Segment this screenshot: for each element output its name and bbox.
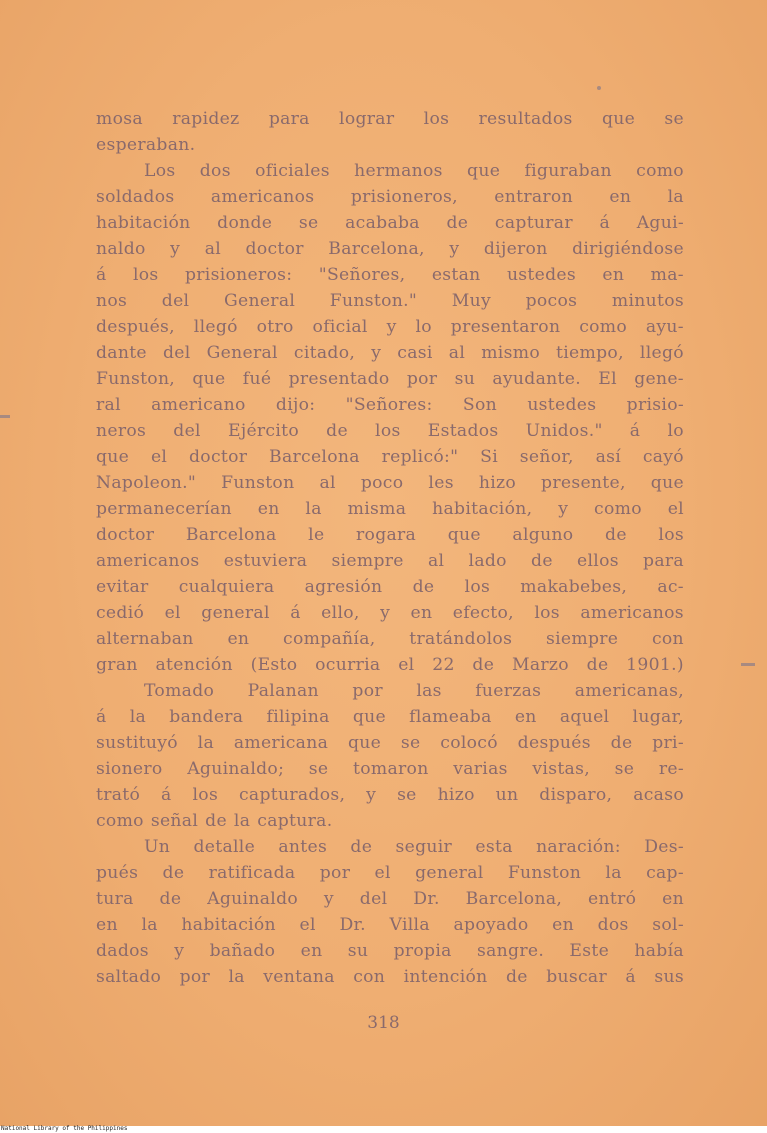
library-footer: National Library of the Philippines — [1, 1125, 128, 1132]
text-line: pués de ratificada por el general Funston la cap- — [96, 863, 684, 883]
text-line: mosa rapidez para lograr los resultados que se — [96, 109, 684, 129]
page-number: 318 — [367, 1013, 400, 1033]
text-line: Los dos oficiales hermanos que figuraban como — [144, 161, 684, 181]
text-line: americanos estuviera siempre al lado de ellos para — [96, 551, 684, 571]
text-line: saltado por la ventana con intención de buscar á sus — [96, 967, 684, 987]
text-line: soldados americanos prisioneros, entraron en la — [96, 187, 684, 207]
text-line: naldo y al doctor Barcelona, y dijeron dirigiéndose — [96, 239, 684, 259]
edge-mark-left — [0, 415, 10, 418]
text-line: doctor Barcelona le rogara que alguno de los — [96, 525, 684, 545]
text-line: en la habitación el Dr. Villa apoyado en dos sol- — [96, 915, 684, 935]
text-line: permanecerían en la misma habitación, y como el — [96, 499, 684, 519]
text-line: tura de Aguinaldo y del Dr. Barcelona, entró en — [96, 889, 684, 909]
text-line: alternaban en compañía, tratándolos siempre con — [96, 629, 684, 649]
text-line: dados y bañado en su propia sangre. Este había — [96, 941, 684, 961]
text-line: nos del General Funston." Muy pocos minutos — [96, 291, 684, 311]
text-line: á la bandera filipina que flameaba en aquel lugar, — [96, 707, 684, 727]
text-line: evitar cualquiera agresión de los makabebes, ac- — [96, 577, 684, 597]
text-line: sustituyó la americana que se colocó después de pri- — [96, 733, 684, 753]
text-line: trató á los capturados, y se hizo un disparo, acaso — [96, 785, 684, 805]
edge-mark-top — [597, 86, 601, 90]
text-line: como señal de la captura. — [96, 811, 333, 831]
edge-mark-right — [741, 663, 755, 666]
text-line: neros del Ejército de los Estados Unidos." á lo — [96, 421, 684, 441]
text-line: que el doctor Barcelona replicó:" Si señor, así cayó — [96, 447, 684, 467]
page-text — [96, 106, 684, 990]
text-line: habitación donde se acababa de capturar á Agui- — [96, 213, 684, 233]
text-line: dante del General citado, y casi al mismo tiempo, llegó — [96, 343, 684, 363]
text-line: sionero Aguinaldo; se tomaron varias vistas, se re- — [96, 759, 684, 779]
text-line: después, llegó otro oficial y lo presentaron como ayu- — [96, 317, 684, 337]
text-line: Un detalle antes de seguir esta naración: Des- — [144, 837, 684, 857]
text-line: Tomado Palanan por las fuerzas americanas, — [144, 681, 684, 701]
text-line: gran atención (Esto ocurria el 22 de Marzo de 1901.) — [96, 655, 684, 675]
text-line: esperaban. — [96, 135, 196, 155]
text-line: ral americano dijo: "Señores: Son ustedes prisio- — [96, 395, 684, 415]
text-line: Funston, que fué presentado por su ayudante. El gene- — [96, 369, 684, 389]
text-line: Napoleon." Funston al poco les hizo presente, que — [96, 473, 684, 493]
text-line: á los prisioneros: "Señores, estan ustedes en ma- — [96, 265, 684, 285]
text-line: cedió el general á ello, y en efecto, los americanos — [96, 603, 684, 623]
